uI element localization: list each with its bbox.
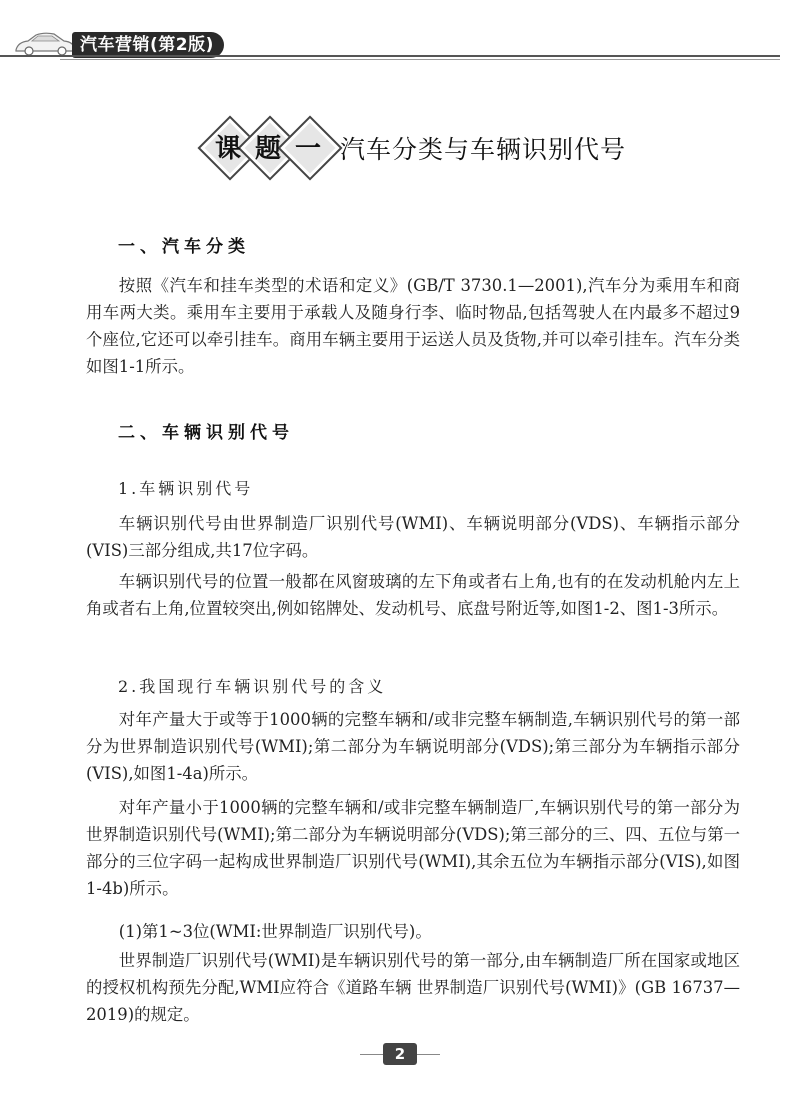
book-title: 汽车营销(第2版) xyxy=(72,32,224,58)
paragraph-vin-location: 车辆识别代号的位置一般都在风窗玻璃的左下角或者右上角,也有的在发动机舱内左上角或者右上角,位置较突出,例如铭牌处、发动机号、底盘号附近等,如图1-2、图1-3所示。 xyxy=(86,572,740,618)
header-rule xyxy=(0,55,780,57)
header-rule-thin xyxy=(60,59,780,60)
badge-char: 一 xyxy=(294,134,321,164)
badge-char: 课 xyxy=(214,134,241,164)
paragraph-small-manufacturer: 对年产量小于1000辆的完整车辆和/或非完整车辆制造厂,车辆识别代号的第一部分为世界制造识别代号(WMI);第二部分为车辆说明部分(VDS);第三部分的三、四、五位与第一部分的三位字码一起构成世界制造厂识别代号(WMI),其余五位为车辆指示部分(VIS),如图1-4b)所示。 xyxy=(86,798,740,898)
subheading-vin: 1.车辆识别代号 xyxy=(118,479,254,498)
paragraph-large-manufacturer: 对年产量大于或等于1000辆的完整车辆和/或非完整车辆制造,车辆识别代号的第一部分为世界制造识别代号(WMI);第二部分为车辆说明部分(VDS);第三部分为车辆指示部分(VIS),如图1-4a)所示。 xyxy=(86,710,740,783)
car-icon xyxy=(14,30,76,56)
page-number: 2 xyxy=(383,1043,417,1065)
paragraph-wmi-positions: (1)第1~3位(WMI:世界制造厂识别代号)。 xyxy=(118,922,432,941)
paragraph-classification: 按照《汽车和挂车类型的术语和定义》(GB/T 3730.1—2001),汽车分为乘用车和商用车两大类。乘用车主要用于承载人及随身行李、临时物品,包括驾驶人在内最多不超过9个座位,它还可以牵引挂车。商用车辆主要用于运送人员及货物,并可以牵引挂车。汽车分类如图1-1所示。 xyxy=(86,276,740,376)
chapter-title: 汽车分类与车辆识别代号 xyxy=(340,135,627,164)
section-heading-vehicle-classification: 一、汽车分类 xyxy=(118,237,250,257)
paragraph-vin-parts: 车辆识别代号由世界制造厂识别代号(WMI)、车辆说明部分(VDS)、车辆指示部分(VIS)三部分组成,共17位字码。 xyxy=(86,514,740,560)
section-heading-vin: 二、车辆识别代号 xyxy=(118,423,294,443)
subheading-vin-meaning: 2.我国现行车辆识别代号的含义 xyxy=(118,677,387,696)
badge-char: 题 xyxy=(254,134,281,164)
running-header xyxy=(0,0,790,70)
paragraph-wmi-definition: 世界制造厂识别代号(WMI)是车辆识别代号的第一部分,由车辆制造厂所在国家或地区的授权机构预先分配,WMI应符合《道路车辆 世界制造厂识别代号(WMI)》(GB 16737—2019)的规定。 xyxy=(86,951,740,1024)
chapter-heading xyxy=(0,118,790,178)
